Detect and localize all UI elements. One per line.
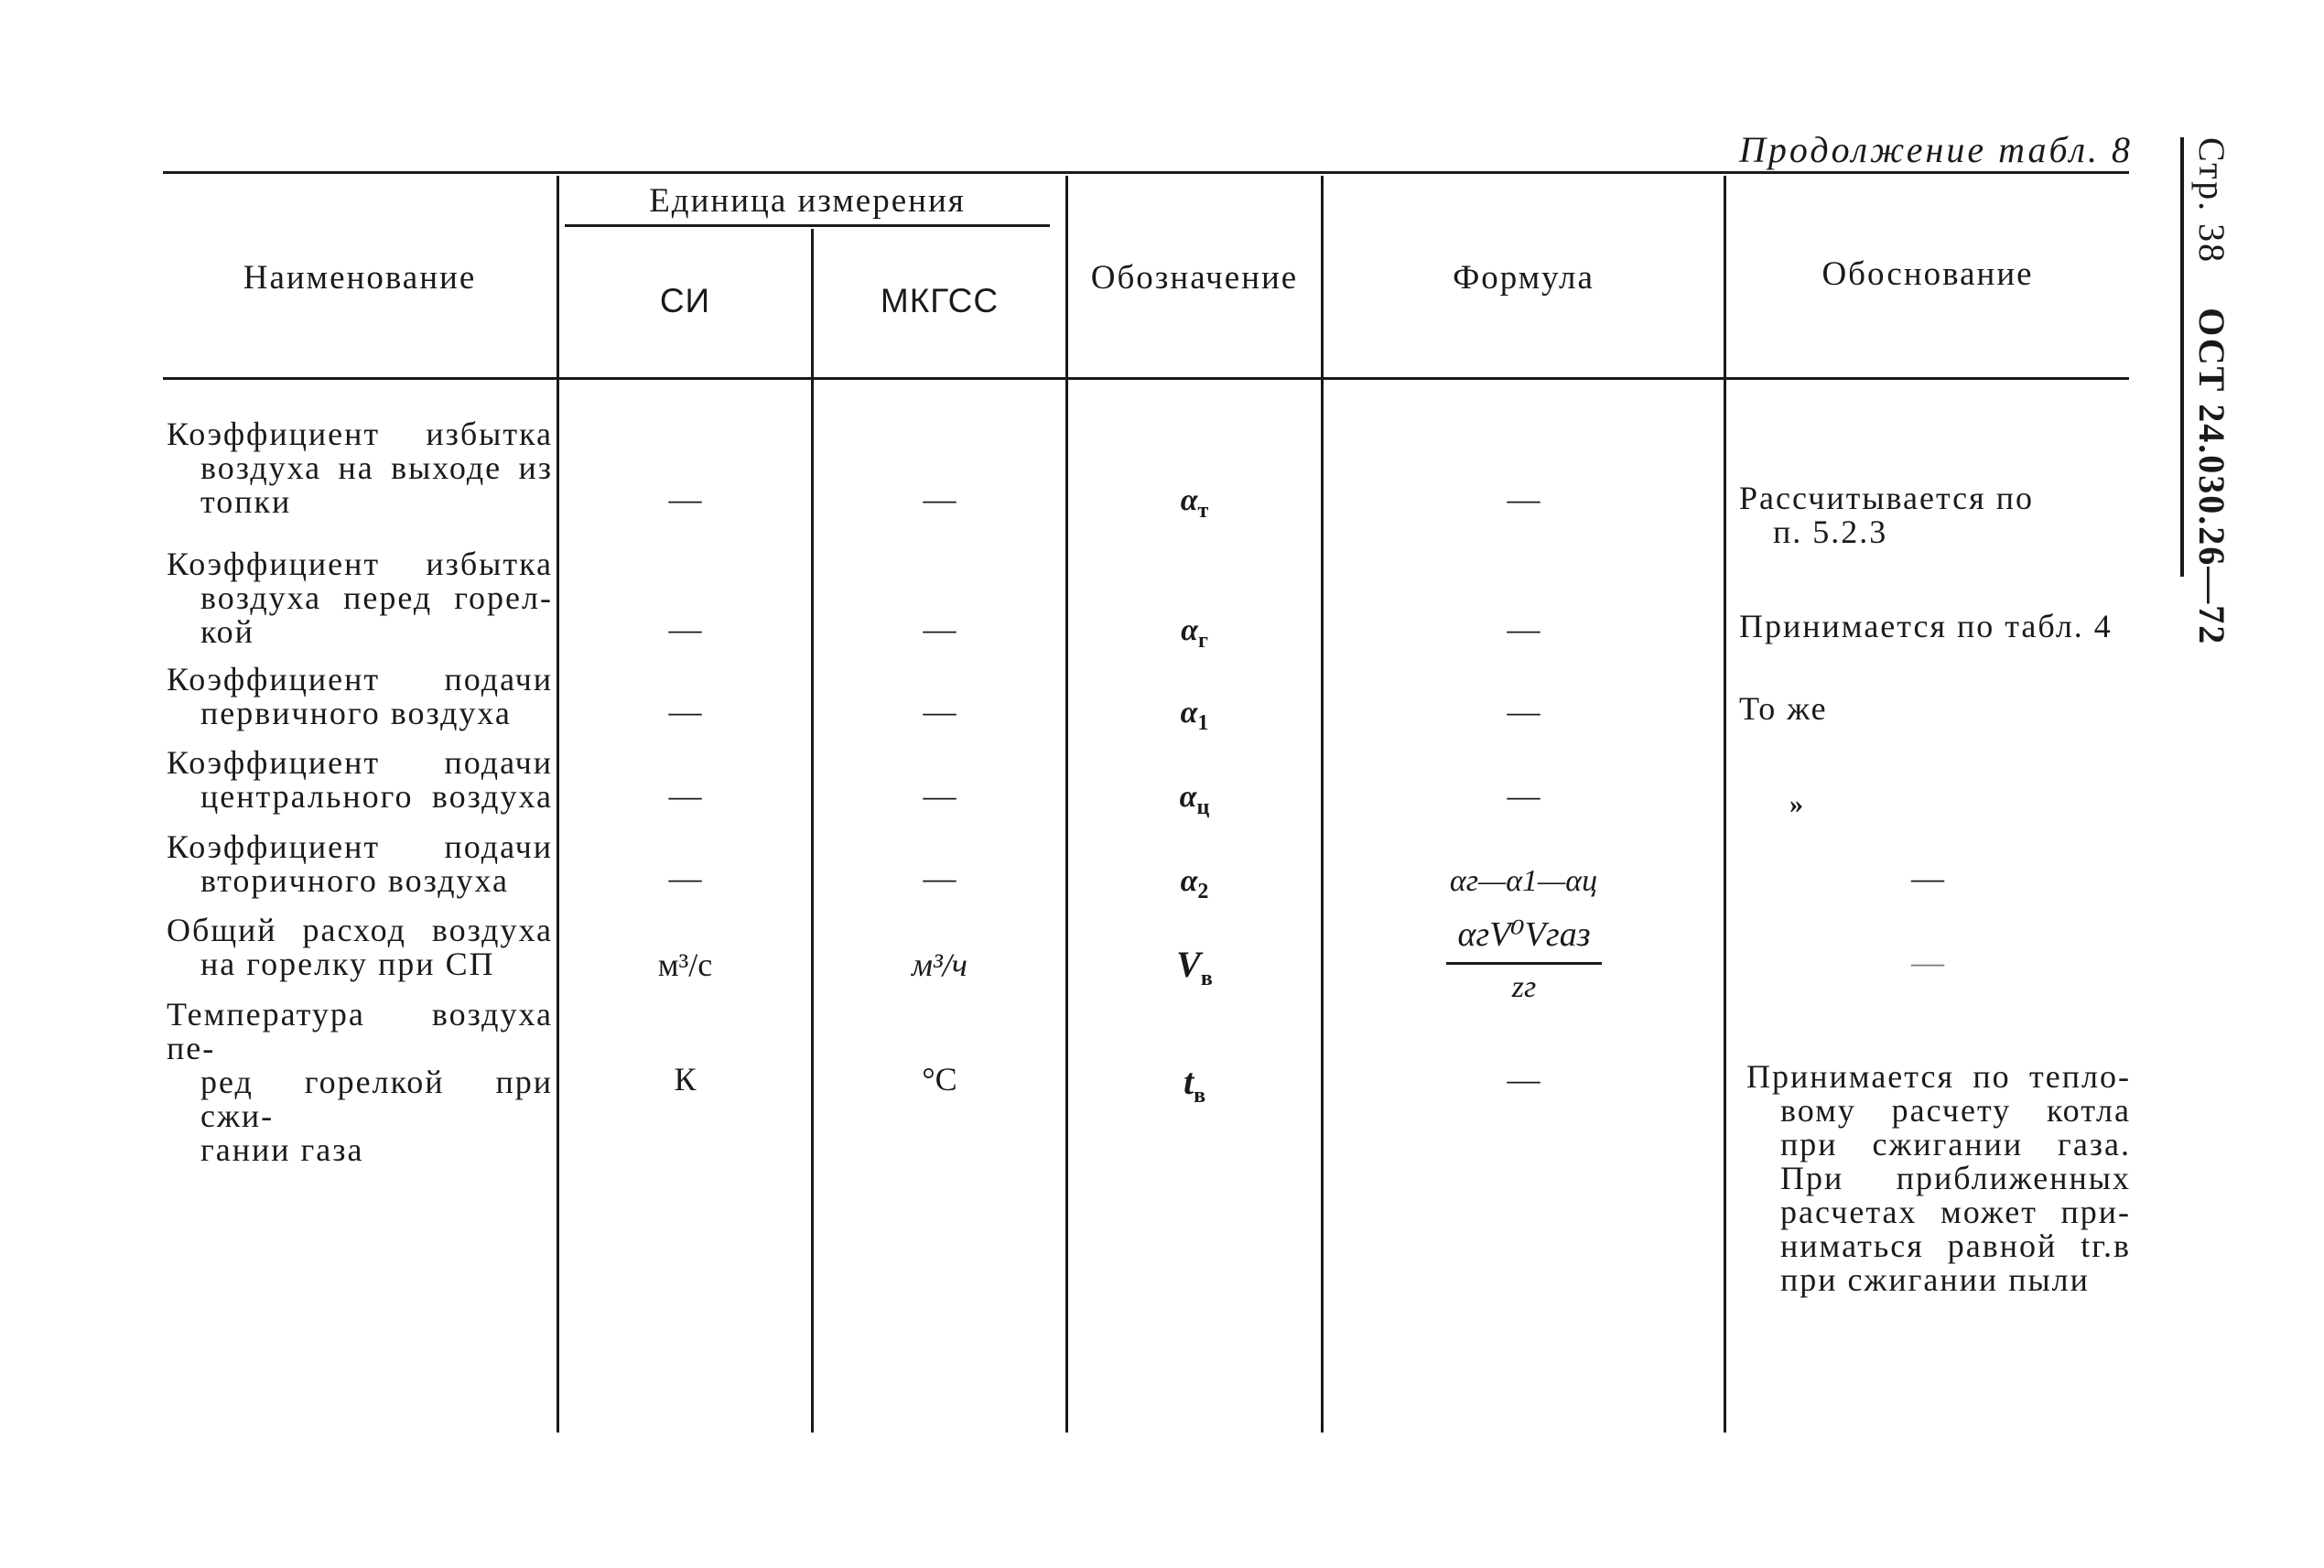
row-6-mkgss: м³/ч [912,946,967,983]
table-continuation-caption: Продолжение табл. 8 [1739,129,2134,170]
row-4-name-line-1: Коэффициент подачи [167,744,553,781]
row-2-name-line-1: Коэффициент избытка [167,546,553,582]
row-6-basis: — [1911,944,1944,980]
row-5-name-line-2: вторичного воздуха [200,862,510,899]
row-4-symbol [1068,780,1321,820]
row-6-formula-denominator: zг [1511,970,1537,1004]
row-7-name [167,998,553,1167]
row-3-basis-line-1: То же [1739,690,1828,727]
row-3-si: — [668,693,702,730]
row-7-basis-line-2: вому расчету котла [1780,1092,2131,1129]
row-2-mkgss: — [923,611,957,647]
row-4-name-line-2: центрального воздуха [200,778,553,815]
side-standard-code: ОСТ 24.030.26—72 [2191,308,2232,646]
row-7-symbol-sub: в [1194,1084,1206,1108]
row-1-si: — [668,481,702,517]
row-7-basis-line-1: Принимается по тепло- [1746,1058,2131,1095]
row-3-name-line-2: первичного воздуха [200,695,512,731]
col-rule-2 [811,229,814,1433]
row-1-basis-line-2: п. 5.2.3 [1773,514,1888,550]
unit-group-rule [565,224,1050,227]
row-4-si: — [668,777,702,814]
row-2-symbol [1068,613,1321,654]
row-7-symbol [1068,1060,1321,1108]
row-6-symbol-sub: в [1200,967,1213,990]
row-4-basis-ditto: » [1789,789,1803,819]
row-1-formula: — [1507,481,1540,517]
row-7-formula: — [1507,1061,1540,1098]
row-3-name [167,663,553,730]
row-1-basis-line-1: Рассчитывается по [1739,480,2034,516]
row-3-name-line-1: Коэффициент подачи [167,661,553,697]
row-1-mkgss: — [923,481,957,517]
row-1-name-line-1: Коэффициент избытка [167,416,553,452]
row-3-symbol-base: α [1180,696,1198,730]
row-5-name [167,830,553,898]
row-7-symbol-base: t [1183,1061,1194,1102]
row-2-symbol-base: α [1181,613,1198,647]
row-4-symbol-base: α [1179,780,1197,814]
row-6-formula-numerator: αгV⁰Vгаз [1446,914,1602,965]
row-4-name [167,746,553,814]
row-7-mkgss: °С [922,1061,957,1098]
row-7-basis-line-4: При приближенных [1780,1160,2131,1196]
row-7-basis-line-3: при сжигании газа. [1780,1126,2131,1162]
header-si: СИ [659,282,711,319]
row-6-name [167,914,553,981]
row-2-si: — [668,611,702,647]
header-symbol: Обозначение [1090,259,1299,297]
row-5-si: — [668,860,702,896]
row-7-name-line-1: Температура воздуха пе- [167,996,553,1066]
header-formula: Формула [1453,259,1594,297]
row-1-name [167,417,553,519]
row-7-name-line-2: ред горелкой при сжи- [200,1064,553,1134]
side-header-rule [2180,137,2184,577]
row-5-formula: αг—α1—αц [1449,864,1598,898]
table-top-rule [163,171,2129,174]
row-5-basis: — [1911,860,1944,896]
row-4-symbol-sub: ц [1196,795,1210,819]
row-6-name-line-2: на горелку при СП [200,946,495,982]
header-basis: Обоснование [1821,255,2034,293]
row-5-name-line-1: Коэффициент подачи [167,828,553,865]
row-6-name-line-1: Общий расход воздуха [167,912,553,948]
row-6-symbol [1068,943,1321,991]
row-4-formula: — [1507,777,1540,814]
col-rule-5 [1724,176,1726,1433]
row-7-basis [1746,1060,2131,1297]
row-1-name-line-2: воздуха на выходе из [200,449,553,486]
row-2-name-line-3: кой [200,613,254,650]
row-1-name-line-3: топки [200,483,292,520]
header-bottom-rule [163,377,2129,380]
row-6-si: м³/с [657,946,713,983]
row-5-mkgss: — [923,860,957,896]
row-2-name-line-2: воздуха перед горел- [200,579,553,616]
row-5-symbol [1068,864,1321,904]
row-2-name [167,547,553,649]
row-3-mkgss: — [923,693,957,730]
row-6-formula [1446,914,1602,1005]
row-1-symbol-sub: т [1197,498,1209,523]
row-7-basis-line-6: ниматься равной tг.в [1780,1227,2131,1264]
row-7-si: К [674,1061,697,1098]
row-7-basis-line-7: при сжигании пыли [1780,1261,2090,1298]
row-5-symbol-base: α [1180,864,1198,898]
row-4-mkgss: — [923,777,957,814]
row-2-basis-line-1: Принимается по табл. 4 [1739,608,2113,644]
row-7-basis-line-5: расчетах может при- [1780,1194,2131,1230]
side-header [2190,137,2233,645]
row-3-symbol [1068,696,1321,736]
row-7-name-line-3: гании газа [200,1131,364,1168]
row-1-symbol-base: α [1180,483,1198,517]
row-2-formula: — [1507,611,1540,647]
row-1-basis [1739,481,2124,549]
side-page-number: Стр. 38 [2191,137,2232,265]
header-name: Наименование [243,259,477,297]
row-2-basis [1739,610,2142,643]
row-6-symbol-base: V [1176,944,1201,985]
row-3-basis [1739,692,2124,726]
row-1-symbol [1068,483,1321,524]
header-unit-group: Единица измерения [649,182,966,220]
row-2-symbol-sub: г [1197,628,1208,653]
row-5-symbol-sub: 2 [1197,879,1209,903]
header-mkgss: МКГСС [880,282,1000,319]
row-3-formula: — [1507,693,1540,730]
row-3-symbol-sub: 1 [1197,710,1209,735]
